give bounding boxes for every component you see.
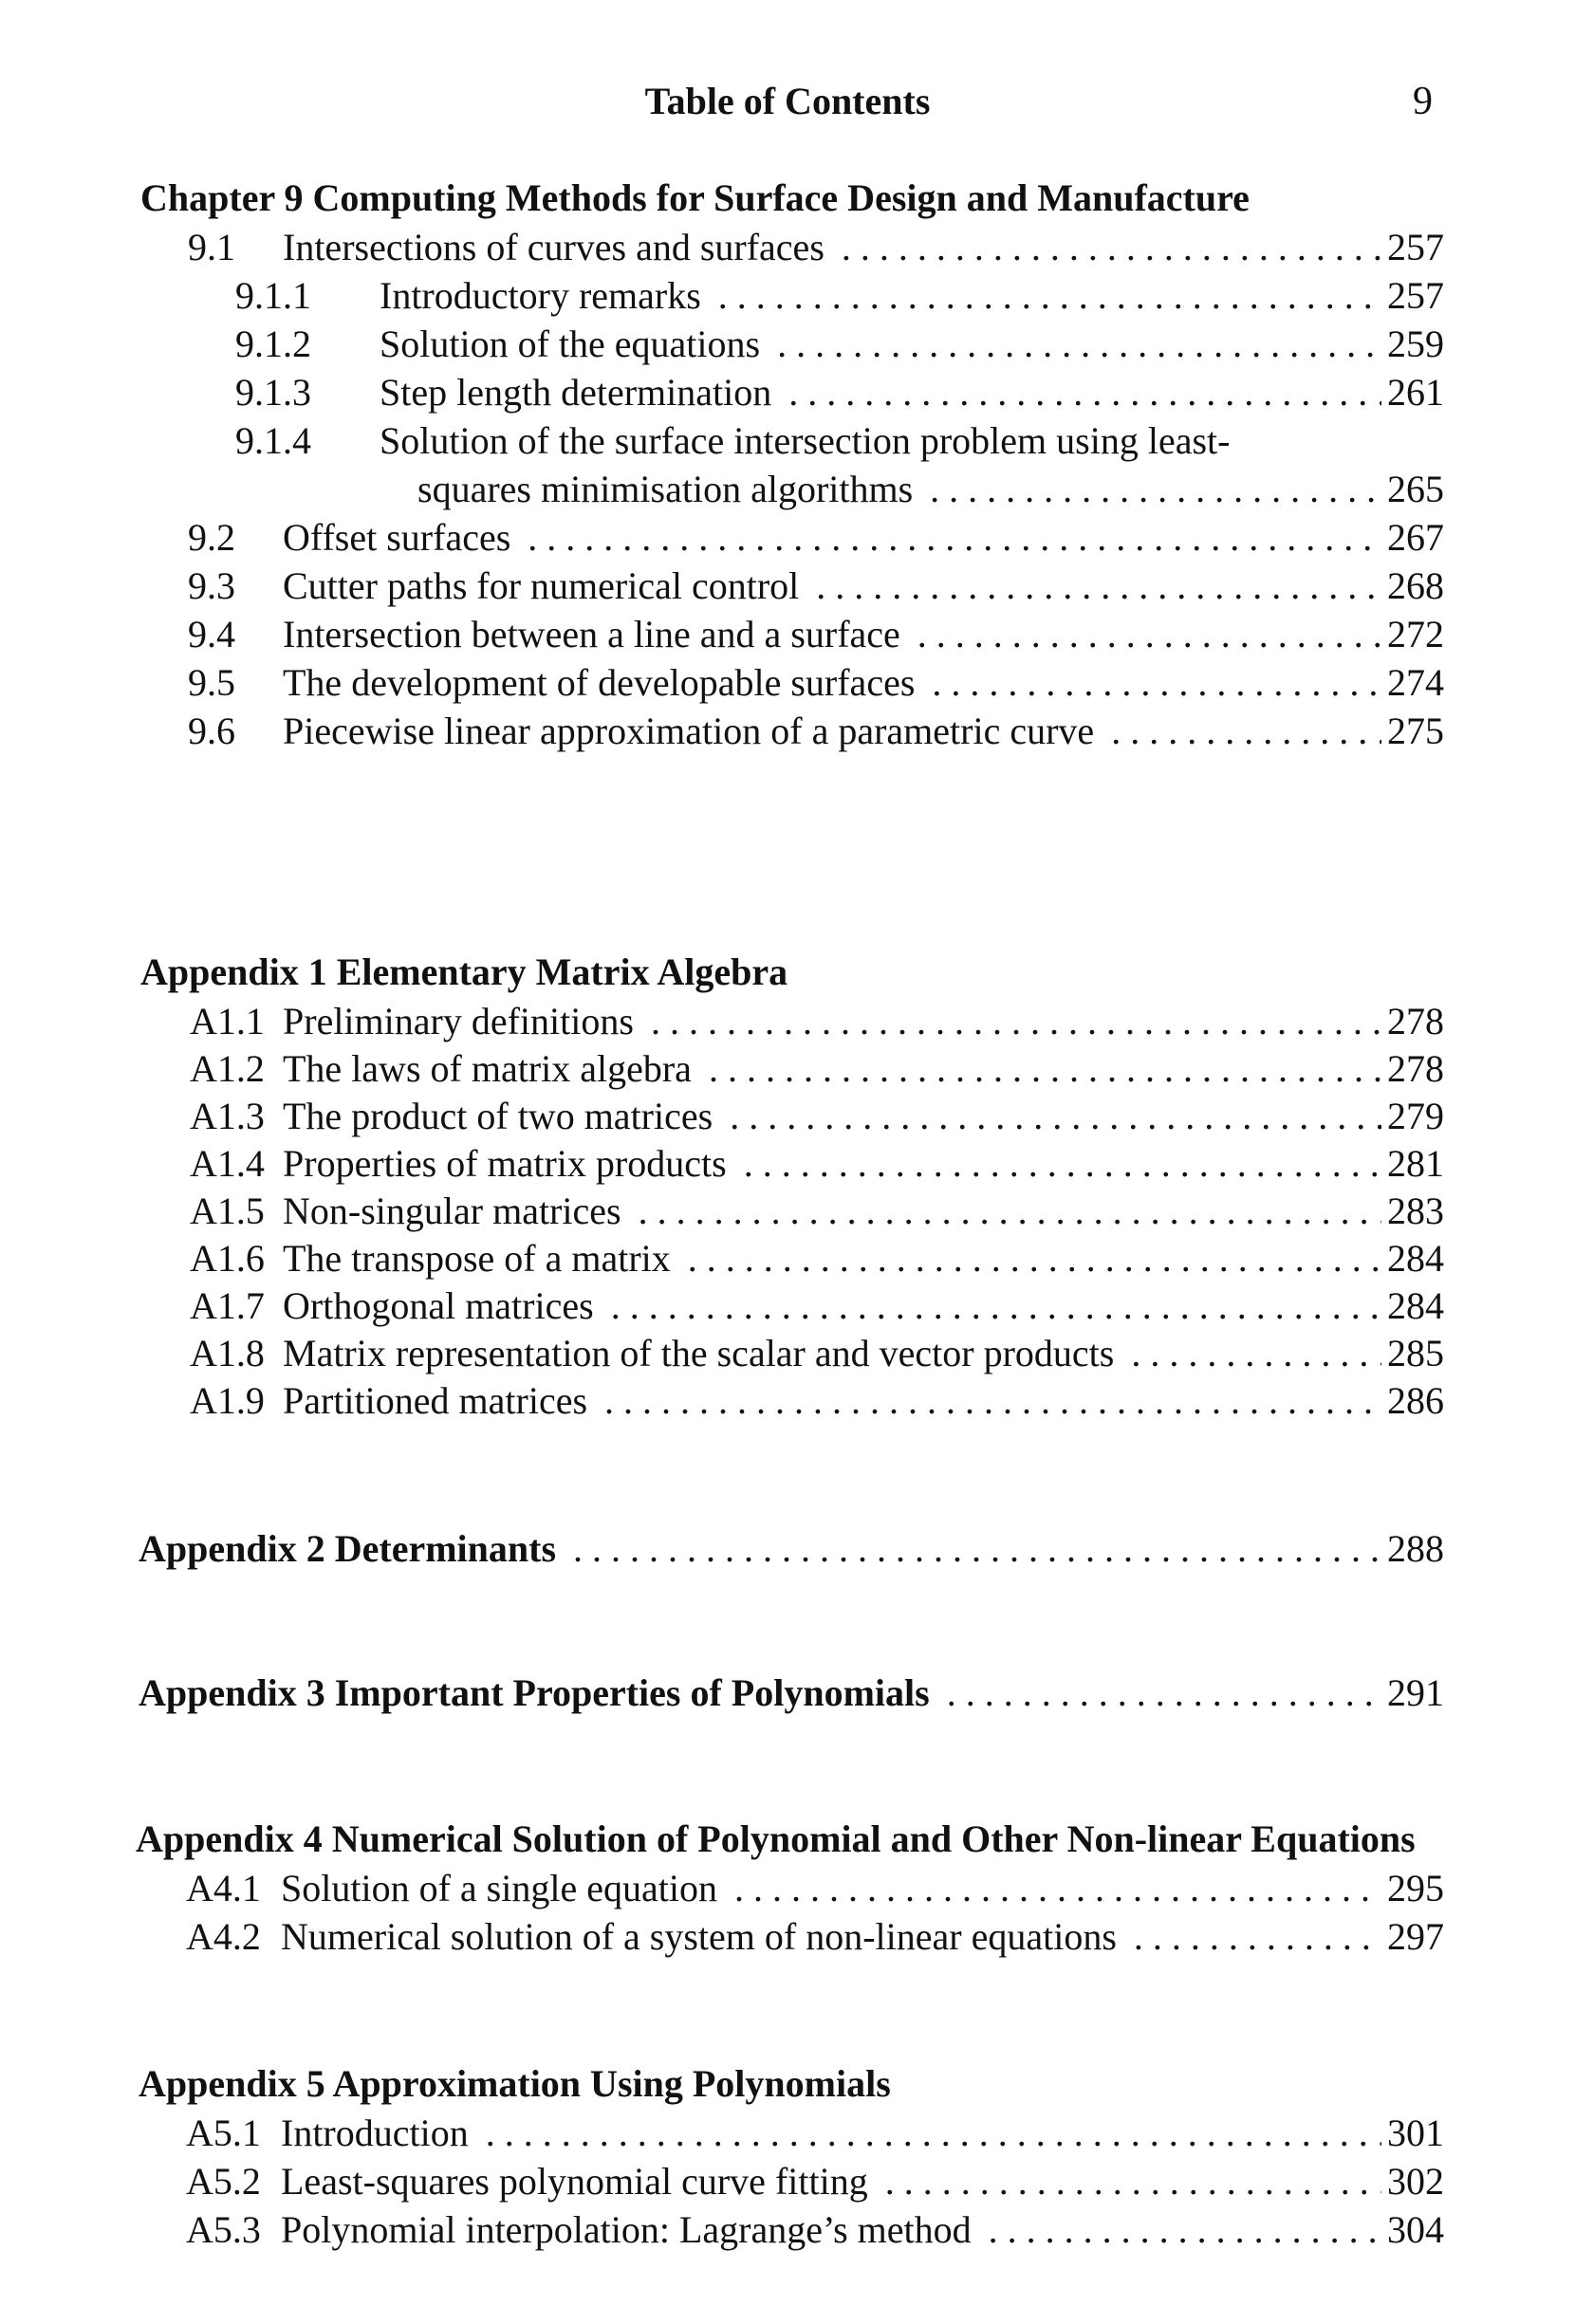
toc-entry[interactable] xyxy=(186,1913,1444,1961)
entry-number: 9.6 xyxy=(188,710,235,752)
entry-page: 284 xyxy=(1381,1235,1444,1282)
toc-entry[interactable] xyxy=(190,1377,1444,1425)
entry-page: 278 xyxy=(1381,1045,1444,1093)
chapter-9-heading[interactable]: Chapter 9 Computing Methods for Surface Design and Manufacture xyxy=(140,176,1250,219)
entry-title-continued: squares minimisation algorithms xyxy=(417,468,920,510)
entry-number: A1.7 xyxy=(190,1284,265,1327)
toc-entry[interactable] xyxy=(235,369,1444,416)
toc-entry[interactable] xyxy=(235,272,1444,320)
entry-page: 297 xyxy=(1381,1913,1444,1961)
entry-page: 286 xyxy=(1381,1377,1444,1425)
entry-number: A1.3 xyxy=(190,1095,265,1137)
entry-title: Introductory remarks xyxy=(380,274,709,317)
entry-number: 9.1 xyxy=(188,226,235,268)
entry-page: 281 xyxy=(1381,1140,1444,1188)
entry-title: Non-singular matrices xyxy=(283,1190,629,1232)
entry-title: Piecewise linear approximation of a parametric curve xyxy=(283,710,1102,752)
entry-number: A4.1 xyxy=(186,1867,261,1909)
entry-title: Solution of a single equation xyxy=(281,1867,725,1909)
entry-page: 301 xyxy=(1381,2110,1444,2157)
toc-entry[interactable] xyxy=(190,1235,1444,1282)
entry-number: 9.5 xyxy=(188,661,235,704)
entry-number: A5.3 xyxy=(186,2208,261,2251)
entry-number: A1.5 xyxy=(190,1190,265,1232)
entry-page: 261 xyxy=(1381,369,1444,416)
entry-page: 259 xyxy=(1381,321,1444,368)
toc-entry[interactable] xyxy=(190,1140,1444,1188)
toc-entry[interactable] xyxy=(190,998,1444,1045)
toc-entry[interactable] xyxy=(190,1282,1444,1330)
appendix-3-entry[interactable] xyxy=(139,1669,1444,1717)
entry-page: 302 xyxy=(1381,2158,1444,2205)
entry-title: Properties of matrix products xyxy=(283,1142,734,1185)
entry-page: 285 xyxy=(1381,1330,1444,1377)
entry-number: A1.1 xyxy=(190,1000,265,1042)
entry-title: Numerical solution of a system of non-linear equations xyxy=(281,1915,1124,1958)
entry-page: 257 xyxy=(1381,224,1444,271)
entry-number: 9.1.2 xyxy=(235,323,311,365)
appendix-2-heading: Appendix 2 Determinants xyxy=(139,1527,564,1570)
entry-page: 268 xyxy=(1381,563,1444,610)
entry-title: The product of two matrices xyxy=(283,1095,720,1137)
toc-entry[interactable] xyxy=(188,514,1444,562)
entry-title: Solution of the surface intersection problem using least- xyxy=(380,419,1231,462)
entry-number: A1.4 xyxy=(190,1142,265,1185)
entry-title: Matrix representation of the scalar and vector products xyxy=(283,1332,1121,1374)
toc-entry[interactable] xyxy=(190,1188,1444,1235)
entry-page: 304 xyxy=(1381,2206,1444,2254)
entry-title: The laws of matrix algebra xyxy=(283,1047,699,1090)
entry-page: 275 xyxy=(1381,708,1444,755)
toc-entry[interactable] xyxy=(188,611,1444,658)
entry-number: A1.2 xyxy=(190,1047,265,1090)
entry-title: Polynomial interpolation: Lagrange’s method xyxy=(281,2208,979,2251)
entry-number: 9.1.1 xyxy=(235,274,311,317)
entry-title: Offset surfaces xyxy=(283,516,518,559)
appendix-1-heading[interactable]: Appendix 1 Elementary Matrix Algebra xyxy=(140,950,788,993)
entry-page: 274 xyxy=(1381,659,1444,707)
toc-entry[interactable] xyxy=(188,708,1444,755)
entry-number: A5.2 xyxy=(186,2160,261,2203)
entry-title: Step length determination xyxy=(380,371,779,414)
entry-number: 9.3 xyxy=(188,564,235,607)
entry-number: A1.9 xyxy=(190,1379,265,1422)
entry-number: 9.1.3 xyxy=(235,371,311,414)
toc-entry[interactable] xyxy=(235,321,1444,368)
entry-page: 291 xyxy=(1381,1669,1444,1717)
entry-title: The development of developable surfaces xyxy=(283,661,922,704)
entry-title: Orthogonal matrices xyxy=(283,1284,602,1327)
entry-page: 279 xyxy=(1381,1093,1444,1140)
appendix-5-heading[interactable]: Appendix 5 Approximation Using Polynomials xyxy=(139,2062,891,2105)
toc-entry[interactable] xyxy=(186,2110,1444,2157)
toc-entry[interactable] xyxy=(188,224,1444,271)
entry-page: 288 xyxy=(1381,1525,1444,1573)
page-number: 9 xyxy=(1413,80,1433,123)
entry-page: 284 xyxy=(1381,1282,1444,1330)
entry-number: A1.6 xyxy=(190,1237,265,1280)
entry-page: 283 xyxy=(1381,1188,1444,1235)
entry-page: 267 xyxy=(1381,514,1444,562)
entry-title: Introduction xyxy=(281,2112,476,2154)
entry-page: 295 xyxy=(1381,1865,1444,1912)
entry-title: Intersection between a line and a surface xyxy=(283,613,908,655)
toc-entry[interactable] xyxy=(186,2158,1444,2205)
entry-title: Partitioned matrices xyxy=(283,1379,595,1422)
toc-entry-first-line[interactable] xyxy=(235,417,1230,465)
entry-page: 278 xyxy=(1381,998,1444,1045)
entry-page: 257 xyxy=(1381,272,1444,320)
appendix-2-entry[interactable] xyxy=(139,1525,1444,1573)
entry-number: 9.4 xyxy=(188,613,235,655)
appendix-3-heading: Appendix 3 Important Properties of Polynomials xyxy=(139,1671,937,1714)
entry-number: A4.2 xyxy=(186,1915,261,1958)
page-title: Table of Contents xyxy=(644,80,931,122)
entry-title: The transpose of a matrix xyxy=(283,1237,678,1280)
entry-number: 9.2 xyxy=(188,516,235,559)
toc-entry[interactable] xyxy=(186,1865,1444,1912)
toc-entry[interactable] xyxy=(188,563,1444,610)
entry-page: 272 xyxy=(1381,611,1444,658)
entry-title: Cutter paths for numerical control xyxy=(283,564,806,607)
toc-entry[interactable] xyxy=(190,1330,1444,1377)
toc-entry[interactable] xyxy=(188,659,1444,707)
entry-number: 9.1.4 xyxy=(235,419,311,462)
entry-title: Intersections of curves and surfaces xyxy=(283,226,832,268)
appendix-4-heading[interactable]: Appendix 4 Numerical Solution of Polynomial and Other Non-linear Equations xyxy=(136,1817,1416,1860)
toc-entry-continuation[interactable] xyxy=(417,466,1444,513)
entry-number: A1.8 xyxy=(190,1332,265,1374)
entry-title: Least-squares polynomial curve fitting xyxy=(281,2160,876,2203)
toc-entry[interactable] xyxy=(190,1093,1444,1140)
entry-title: Solution of the equations xyxy=(380,323,768,365)
entry-title: Preliminary definitions xyxy=(283,1000,641,1042)
page-header xyxy=(0,78,1575,125)
toc-entry[interactable] xyxy=(186,2206,1444,2254)
entry-number: A5.1 xyxy=(186,2112,261,2154)
toc-entry[interactable] xyxy=(190,1045,1444,1093)
entry-page: 265 xyxy=(1381,466,1444,513)
